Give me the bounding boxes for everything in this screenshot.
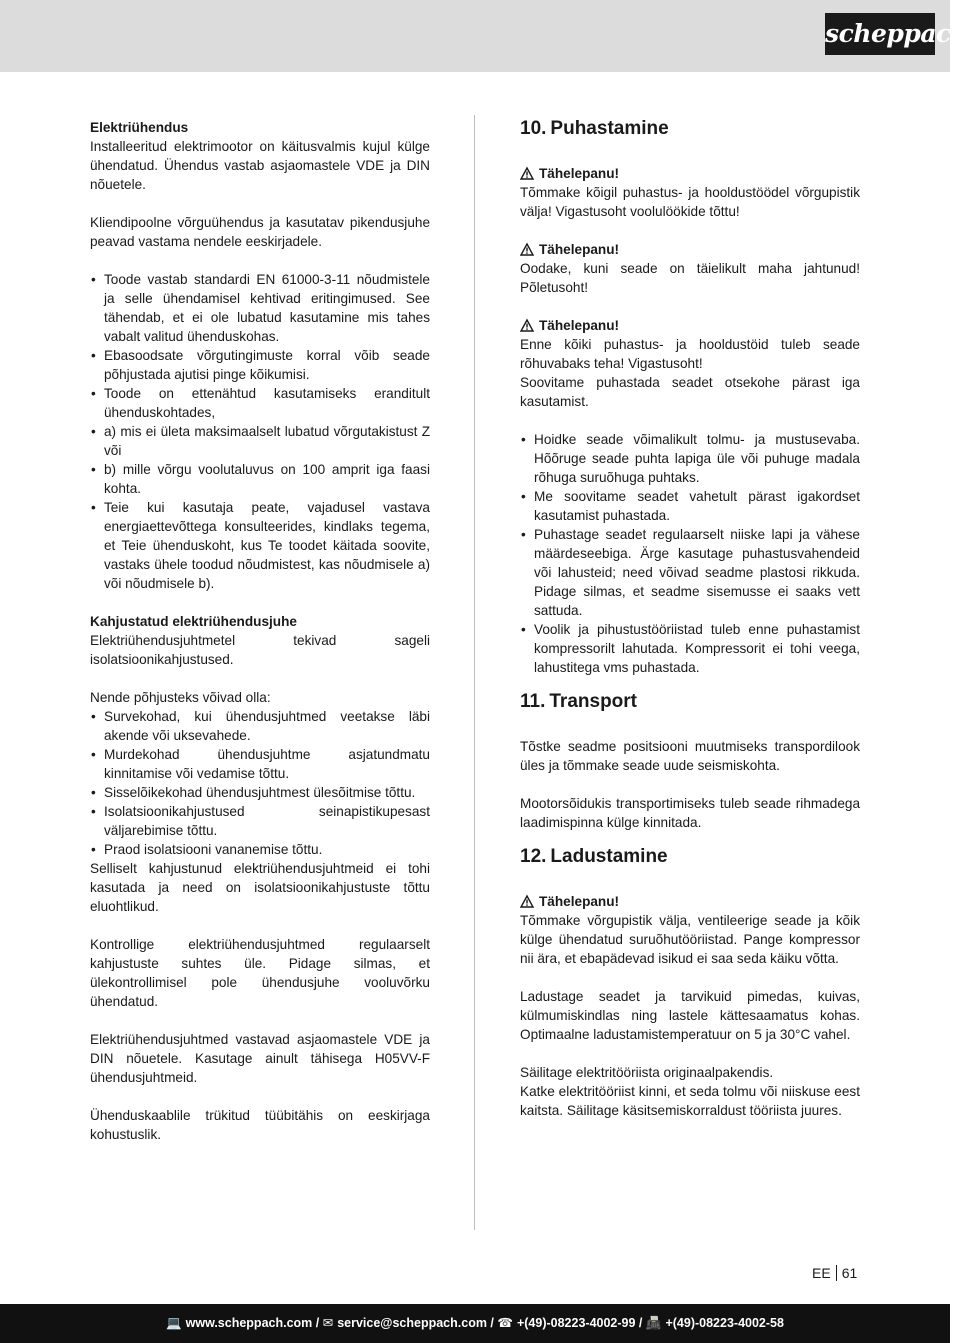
- page-number-value: 61: [841, 1265, 858, 1281]
- list-item: • Voolik ja pihustustööriistad tuleb enne puhastamist kompressorilt lahutada. Kompressorit ei tohi veega, lahustitega vms puhastada.: [520, 620, 860, 677]
- section-title-ladustamine: 12. Ladustamine: [520, 846, 668, 867]
- list-item: • Praod isolatsiooni vananemise tõttu.: [90, 840, 430, 859]
- section-heading-elektriuhendus: Elektriühendus: [90, 120, 189, 135]
- mail-icon: ✉: [322, 1316, 334, 1330]
- paragraph: Oodake, kuni seade on täielikult maha jahtunud! Põletusoht!: [520, 261, 860, 295]
- paragraph: Kliendipoolne võrguühendus ja kasutatav pikendusjuhe peavad vastama nendele eeskirjadele.: [90, 215, 430, 249]
- list-item: • Survekohad, kui ühendusjuhtmed veetakse läbi akende või uksevahede.: [90, 707, 430, 745]
- list-item: • Isolatsioonikahjustused seinapistikupesast väljarebimise tõttu.: [90, 802, 430, 840]
- list-item: • Puhastage seadet regulaarselt niiske lapi ja vähese määrdeseebiga. Ärge kasutage puhastusvahendeid või lahusteid; need võivad seadme plastosi rikkuda. Pidage silmas, et seadme sisemusse ei saaks vett sattuda.: [520, 525, 860, 620]
- list-item: • Ebasoodsate võrgutingimuste korral võib seade põhjustada ajutisi pinge kõikumisi.: [90, 346, 430, 384]
- paragraph: Tõmmake võrgupistik välja, ventileerige seade ja kõik külge ühendatud suruõhutööriistad. Pange kompressor nii ära, et ebapädevad isikud ei saa seda käiku võtta.: [520, 913, 860, 966]
- section-title-transport: 11. Transport: [520, 691, 637, 712]
- email-link[interactable]: service@scheppach.com: [337, 1316, 487, 1330]
- list-item: • Teie kui kasutaja peate, vajadusel vastava energiaettevõttega konsulteerides, kindlaks tegema, et Teie ühenduskoht, kus Te toodet käitada soovite, vastaks ühele toodud nõudmistest, kas nõudmisele a) või nõudmisele b).: [90, 498, 430, 593]
- footer-bar: 💻 www.scheppach.com / ✉ service@scheppach.com / ☎ +(49)-08223-4002-99 / 📠 +(49)-08223-4002-58: [0, 1304, 950, 1343]
- left-column: [90, 118, 430, 1144]
- website-link[interactable]: www.scheppach.com: [185, 1316, 313, 1330]
- paragraph: Elektriühendusjuhtmed vastavad asjaomastele VDE ja DIN nõuetele. Kasutage ainult tähisega H05VV-F ühendusjuhtmeid.: [90, 1032, 430, 1085]
- paragraph: Nende põhjusteks võivad olla:: [90, 690, 271, 705]
- phone-icon: ☎: [497, 1316, 513, 1330]
- warning-heading: Tähelepanu!: [520, 240, 860, 259]
- paragraph: Katke elektritööriist kinni, et seda tolmu või niiskuse eest kaitsta. Säilitage käsitsemiskorraldust tööriista juures.: [520, 1084, 860, 1118]
- paragraph: Tõmmake kõigil puhastus- ja hooldustöödel võrgupistik välja! Vigastusoht voolulöökide tõttu!: [520, 185, 860, 219]
- list-item: • b) mille võrgu voolutaluvus on 100 amprit iga faasi kohta.: [90, 460, 430, 498]
- scheppach-logo: scheppach: [825, 13, 935, 55]
- page-number: [812, 1265, 857, 1281]
- list-item: • Murdekohad ühendusjuhtme asjatundmatu kinnitamise või vedamise tõttu.: [90, 745, 430, 783]
- paragraph: Enne kõiki puhastus- ja hooldustöid tuleb seade rõhuvabaks teha! Vigastusoht!: [520, 337, 860, 371]
- right-column: [520, 118, 860, 1120]
- warning-triangle-icon: [520, 243, 534, 256]
- phone-number: +(49)-08223-4002-99: [516, 1316, 636, 1330]
- list-item: • Toode on ettenähtud kasutamiseks eranditult ühenduskohtades,: [90, 384, 430, 422]
- fax-number: +(49)-08223-4002-58: [665, 1316, 784, 1330]
- fax-icon: 📠: [645, 1316, 662, 1330]
- warning-heading: Tähelepanu!: [520, 892, 860, 911]
- paragraph: Soovitame puhastada seadet otsekohe pärast iga kasutamist.: [520, 375, 860, 409]
- list-item: • a) mis ei ületa maksimaalselt lubatud võrgutakistust Z või: [90, 422, 430, 460]
- list-item: • Sisselõikekohad ühendusjuhtmest ülesõitmise tõttu.: [90, 783, 430, 802]
- warning-triangle-icon: [520, 167, 534, 180]
- language-code: EE: [812, 1265, 831, 1281]
- list-item: • Me soovitame seadet vahetult pärast igakordset kasutamist puhastada.: [520, 487, 860, 525]
- computer-icon: 💻: [166, 1316, 182, 1330]
- section-heading-damaged-cable: Kahjustatud elektriühendusjuhe: [90, 614, 297, 629]
- list-item: • Toode vastab standardi EN 61000-3-11 nõudmistele ja selle ühendamisel kehtivad eritingimused. See tähendab, et ei ole lubatud kasutamine mis tahes vabalt valitud ühenduskohas.: [90, 270, 430, 346]
- paragraph: Selliselt kahjustunud elektriühendusjuhtmeid ei tohi kasutada ja need on isolatsioonikahjustuste tõttu eluohtlikud.: [90, 861, 430, 914]
- warning-heading: Tähelepanu!: [520, 164, 860, 183]
- warning-triangle-icon: [520, 895, 534, 908]
- paragraph: Installeeritud elektrimootor on käitusvalmis kujul külge ühendatud. Ühendus vastab asjaomastele VDE ja DIN nõuetele.: [90, 139, 430, 192]
- section-title-puhastamine: 10. Puhastamine: [520, 118, 669, 139]
- paragraph: Säilitage elektritööriista originaalpakendis.: [520, 1065, 774, 1080]
- warning-triangle-icon: [520, 319, 534, 332]
- header-band: [0, 0, 950, 72]
- paragraph: Mootorsõidukis transportimiseks tuleb seade rihmadega laadimispinna külge kinnitada.: [520, 796, 860, 830]
- bullet-list: [520, 430, 860, 677]
- paragraph: Ühenduskaablile trükitud tüübitähis on eeskirjaga kohustuslik.: [90, 1108, 430, 1142]
- paragraph: Ladustage seadet ja tarvikuid pimedas, kuivas, külmumiskindlas ning lastele kättesaamatus kohas. Optimaalne ladustamistemperatuur on 5 ja 30°C vahel.: [520, 989, 860, 1042]
- paragraph: Kontrollige elektriühendusjuhtmed regulaarselt kahjustuste suhtes üle. Pidage silmas, et ülekontrollimisel pole ühendusjuhe vooluvõrku ühendatud.: [90, 937, 430, 1009]
- warning-heading: Tähelepanu!: [520, 316, 860, 335]
- paragraph: Elektriühendusjuhtmetel tekivad sageli isolatsioonikahjustused.: [90, 633, 430, 667]
- column-divider: [474, 115, 475, 1230]
- bullet-list: [90, 707, 430, 859]
- paragraph: Tõstke seadme positsiooni muutmiseks transpordilook üles ja tõmmake seade uude seismiskohta.: [520, 739, 860, 773]
- list-item: • Hoidke seade võimalikult tolmu- ja mustusevaba. Hõõruge seade puhta lapiga üle või puhuge madala rõhuga suruõhuga puhtaks.: [520, 430, 860, 487]
- bullet-list: [90, 270, 430, 593]
